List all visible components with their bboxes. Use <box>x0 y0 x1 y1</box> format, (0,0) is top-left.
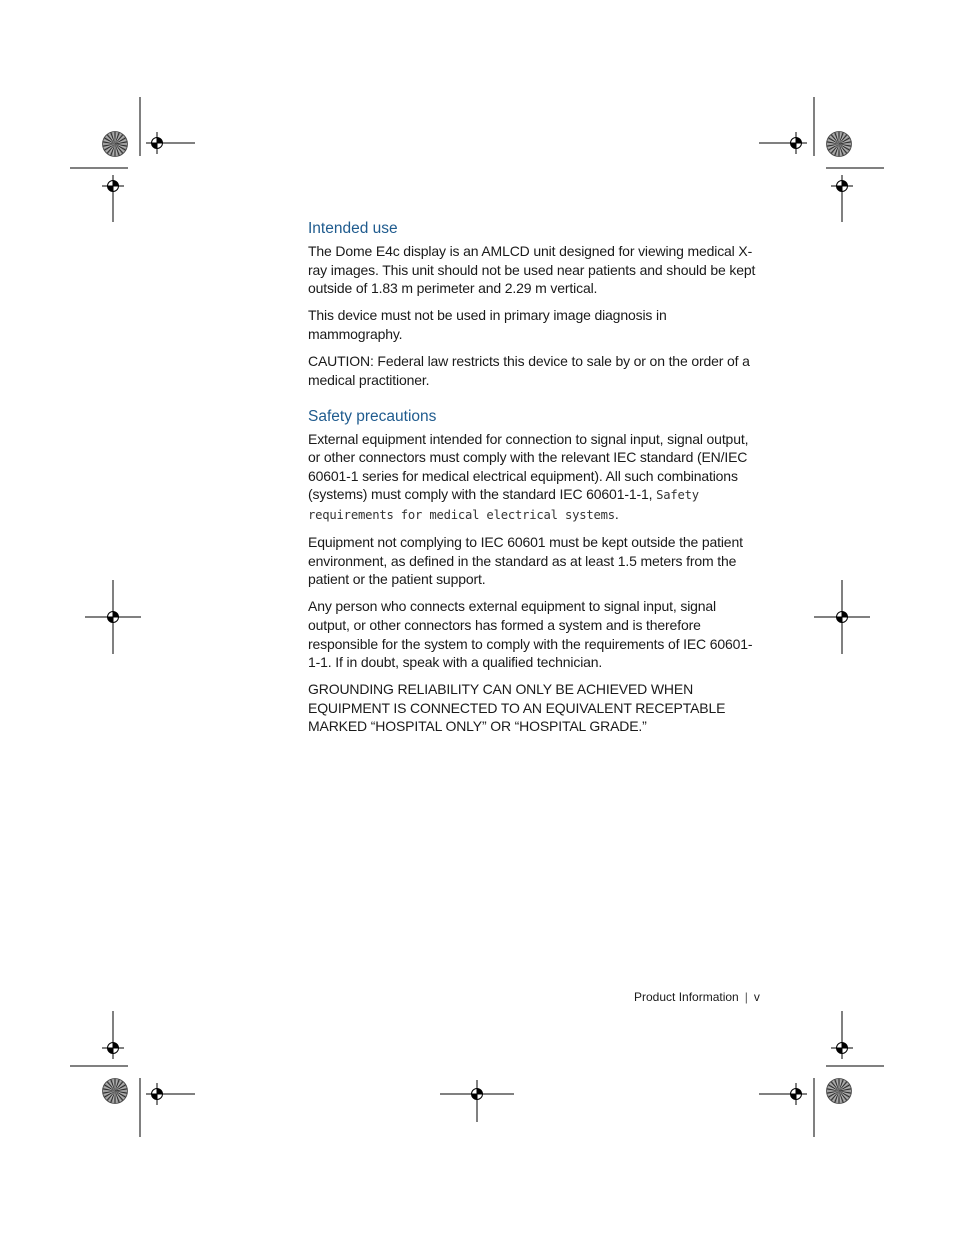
intended-use-heading: Intended use <box>308 220 398 237</box>
system-responsibility-paragraph: Any person who connects external equipment to signal input, signal output, or other connectors has formed a system and is therefore responsible for the system to comply with the requirements of IEC 60601-1-1. If in doubt, speak with a qualified technician. <box>308 598 753 671</box>
safety-precautions-heading: Safety precautions <box>308 407 437 425</box>
standard-title: Safety requirements for medical electrical systems <box>308 488 699 523</box>
page-content <box>308 218 760 745</box>
caution-paragraph: CAUTION: Federal law restricts this device to sale by or on the order of a medical practitioner. <box>308 352 750 388</box>
non-complying-equipment-paragraph: Equipment not complying to IEC 60601 must be kept outside the patient environment, as defined in the standard as at least 1.5 meters from the patient or the patient support. <box>308 534 743 588</box>
intended-use-paragraph: The Dome E4c display is an AMLCD unit designed for viewing medical X-ray images. This unit should not be used near patients and should be kept outside of 1.83 m perimeter and 2.29 m vertical. <box>308 243 756 297</box>
star-target-icon <box>103 132 128 157</box>
external-equipment-paragraph <box>308 430 760 525</box>
period: . <box>614 506 619 523</box>
page-footer <box>634 990 760 1004</box>
page-number: v <box>753 990 760 1004</box>
star-target-icon <box>103 1079 128 1104</box>
grounding-paragraph: GROUNDING RELIABILITY CAN ONLY BE ACHIEVED WHEN EQUIPMENT IS CONNECTED TO AN EQUIVALENT RECEPTABLE MARKED “HOSPITAL ONLY” OR “HOSPITAL GRADE.” <box>308 681 726 735</box>
star-target-icon <box>827 132 852 157</box>
mammography-paragraph: This device must not be used in primary image diagnosis in mammography. <box>308 307 667 342</box>
external-equipment-text: External equipment intended for connection to signal input, signal output, or other connectors must comply with the relevant IEC standard (EN/IEC 60601-1 series for medical electrical equipment). All such combinations (systems) must comply with the standard IEC 60601-1-1, <box>308 430 749 503</box>
footer-separator: | <box>744 990 748 1004</box>
footer-section-name: Product Information <box>634 990 739 1004</box>
star-target-icon <box>827 1079 852 1104</box>
